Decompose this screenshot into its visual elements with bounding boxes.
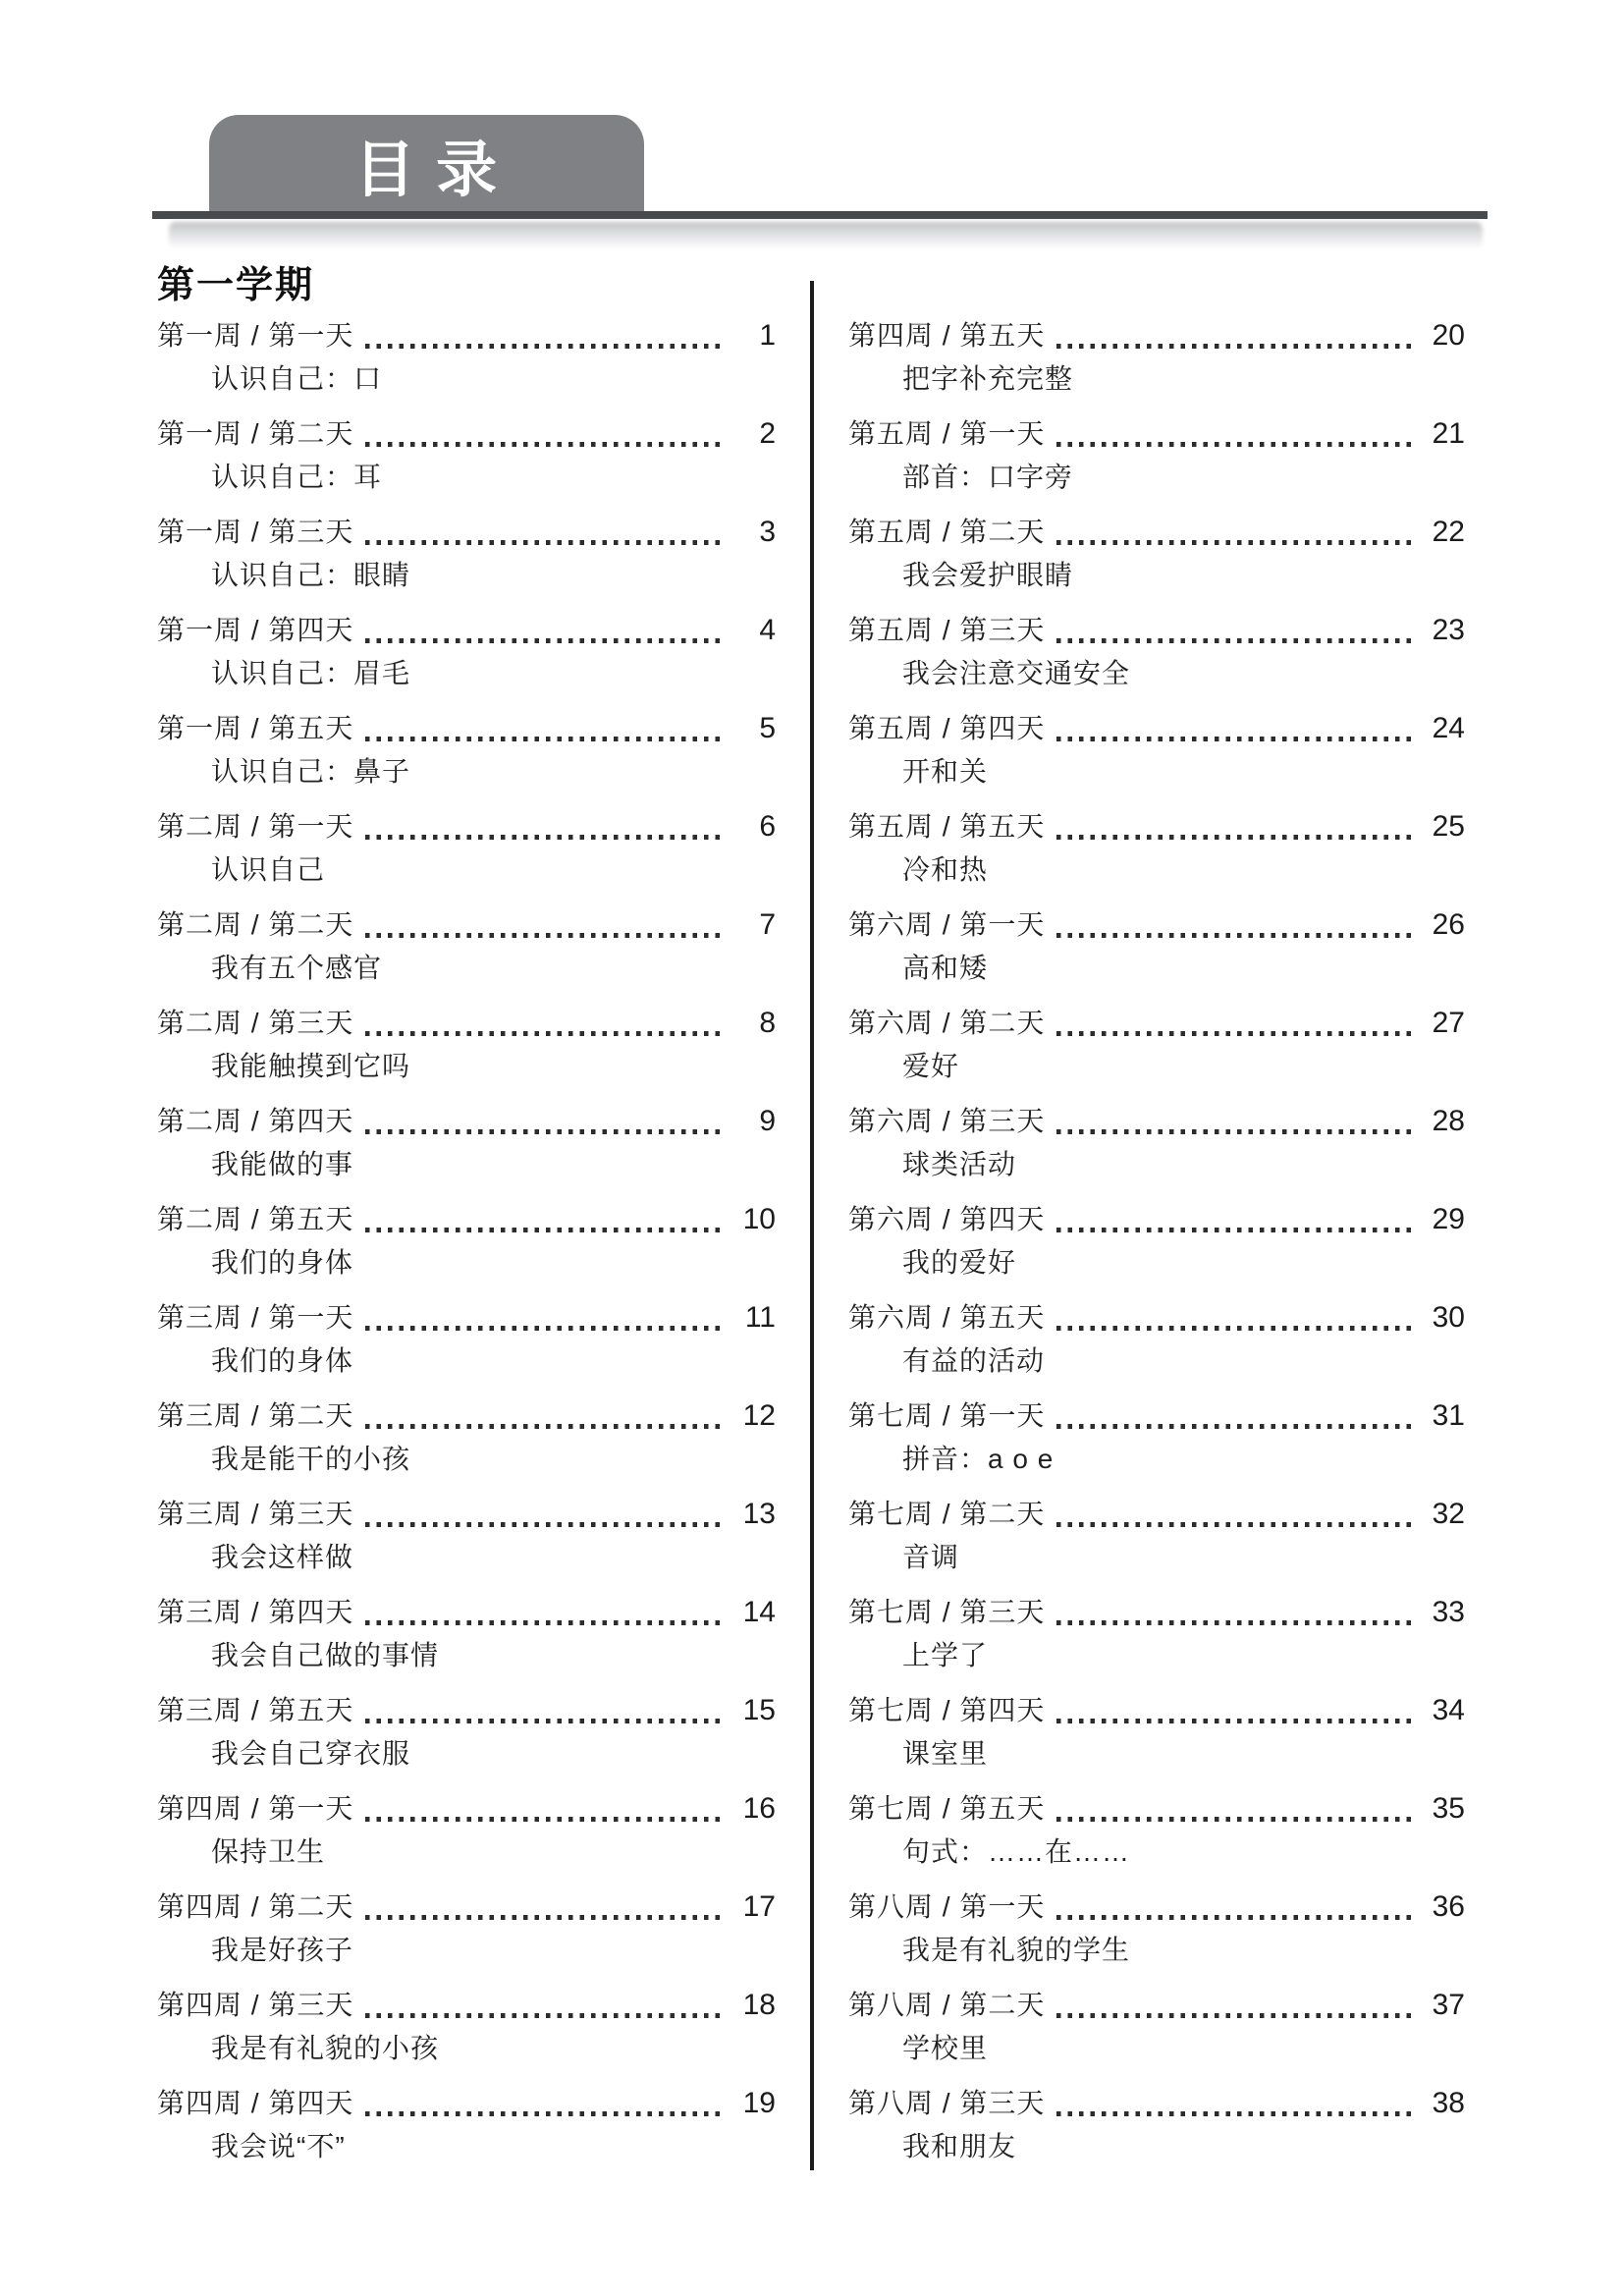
entry-week-day: 第五周 / 第四天 [848,713,1046,743]
dot-leader [365,2013,725,2018]
entry-topic: 我是能干的小孩 [211,1444,411,1474]
toc-entry [848,707,1465,793]
entry-topic: 上学了 [902,1640,989,1670]
toc-entry [157,1886,776,1972]
entry-topic: 我们的身体 [211,1247,354,1278]
entry-week-day: 第四周 / 第四天 [157,2088,354,2118]
entry-topic: 爱好 [902,1051,960,1081]
dot-leader [365,1719,725,1723]
entry-page-number: 28 [1432,1105,1465,1137]
toc-entry [848,903,1465,990]
entry-page-number: 15 [742,1694,776,1726]
toc-entry [157,609,776,695]
toc-entry [157,1394,776,1481]
toc-entry [157,903,776,990]
entry-page-number: 4 [759,614,776,646]
entry-page-number: 29 [1432,1203,1465,1235]
dot-leader [365,2111,725,2116]
toc-entry [848,511,1465,597]
dot-leader [365,835,725,840]
header-rule [152,211,1488,219]
entry-topic: 高和矮 [902,953,989,983]
entry-page-number: 19 [742,2087,776,2119]
entry-title-row [848,1198,1465,1241]
semester-heading: 第一学期 [157,265,315,306]
entry-week-day: 第七周 / 第二天 [848,1499,1046,1529]
toc-entry [848,1591,1465,1677]
entry-title-row [848,412,1465,456]
dot-leader [1056,344,1414,349]
entry-topic: 认识自己：口 [211,363,383,394]
entry-topic: 我会自己穿衣服 [211,1738,411,1769]
toc-entry [848,805,1465,892]
entry-page-number: 17 [742,1890,776,1923]
dot-leader [365,1326,725,1331]
dot-leader [365,1129,725,1134]
entry-topic: 球类活动 [902,1149,1017,1179]
entry-title-row [848,1984,1465,2027]
entry-page-number: 35 [1432,1792,1465,1825]
entry-topic: 认识自己：眉毛 [211,658,411,688]
entry-week-day: 第四周 / 第二天 [157,1891,354,1922]
entry-topic: 我会爱护眼睛 [902,560,1074,590]
entry-title-row [157,707,776,750]
entry-page-number: 14 [742,1596,776,1628]
toc-entry [848,1886,1465,1972]
entry-week-day: 第六周 / 第五天 [848,1302,1046,1333]
entry-week-day: 第七周 / 第一天 [848,1400,1046,1431]
entry-page-number: 3 [759,516,776,548]
entry-page-number: 2 [759,417,776,450]
entry-title-row [157,1394,776,1438]
toc-entry [157,412,776,499]
entry-week-day: 第一周 / 第五天 [157,713,354,743]
entry-title-row [157,1198,776,1241]
dot-leader [1056,1817,1414,1822]
dot-leader [1056,540,1414,545]
entry-page-number: 13 [742,1498,776,1530]
entry-topic: 认识自己：耳 [211,462,383,492]
toc-entry [848,1394,1465,1481]
dot-leader [365,638,725,643]
dot-leader [1056,835,1414,840]
toc-entry [848,1002,1465,1088]
dot-leader [1056,1522,1414,1527]
entry-topic: 学校里 [902,2033,989,2063]
entry-title-row [848,1002,1465,1045]
dot-leader [365,1031,725,1036]
dot-leader [365,442,725,447]
dot-leader [1056,638,1414,643]
entry-week-day: 第八周 / 第一天 [848,1891,1046,1922]
entry-page-number: 21 [1432,417,1465,450]
entry-topic: 我是好孩子 [211,1935,354,1965]
dot-leader [1056,933,1414,938]
entry-title-row [157,1984,776,2027]
entry-page-number: 36 [1432,1890,1465,1923]
entry-week-day: 第六周 / 第一天 [848,909,1046,940]
entry-week-day: 第二周 / 第四天 [157,1106,354,1136]
entry-topic: 我会注意交通安全 [902,658,1131,688]
entry-title-row [848,314,1465,357]
entry-page-number: 20 [1432,319,1465,352]
entry-title-row [157,1689,776,1732]
toc-entry [848,314,1465,401]
entry-page-number: 37 [1432,1989,1465,2021]
entry-title-row [157,2082,776,2125]
entry-topic: 我会自己做的事情 [211,1640,440,1670]
entry-title-row [848,1394,1465,1438]
entry-topic: 有益的活动 [902,1345,1046,1376]
entry-topic: 认识自己 [211,854,326,885]
entry-page-number: 32 [1432,1498,1465,1530]
entry-week-day: 第二周 / 第三天 [157,1008,354,1038]
entry-title-row [848,1100,1465,1143]
entry-topic: 我能触摸到它吗 [211,1051,411,1081]
toc-entry [848,1787,1465,1874]
toc-entry [848,412,1465,499]
dot-leader [365,737,725,741]
entry-title-row [848,2082,1465,2125]
entry-title-row [848,1591,1465,1634]
entry-week-day: 第五周 / 第三天 [848,615,1046,645]
entry-title-row [848,1689,1465,1732]
entry-topic: 我和朋友 [902,2131,1017,2161]
entry-week-day: 第三周 / 第五天 [157,1695,354,1725]
toc-entry [157,314,776,401]
entry-topic: 部首：口字旁 [902,462,1074,492]
dot-leader [365,1522,725,1527]
toc-entry [157,1002,776,1088]
dot-leader [1056,442,1414,447]
entry-topic: 音调 [902,1542,960,1572]
entry-title-row [848,1787,1465,1831]
entry-page-number: 18 [742,1989,776,2021]
entry-page-number: 34 [1432,1694,1465,1726]
dot-leader [365,933,725,938]
dot-leader [1056,1620,1414,1625]
entry-topic: 我有五个感官 [211,953,383,983]
entry-week-day: 第四周 / 第三天 [157,1990,354,2020]
entry-week-day: 第一周 / 第三天 [157,517,354,547]
toc-entry [848,1100,1465,1186]
dot-leader [1056,1031,1414,1036]
toc-entry [157,1198,776,1285]
entry-title-row [157,412,776,456]
entry-topic: 把字补充完整 [902,363,1074,394]
entry-week-day: 第五周 / 第五天 [848,811,1046,842]
toc-entry [157,1591,776,1677]
entry-page-number: 5 [759,712,776,744]
entry-title-row [157,1002,776,1045]
dot-leader [365,540,725,545]
entry-title-row [848,903,1465,947]
entry-page-number: 10 [742,1203,776,1235]
entry-title-row [157,1591,776,1634]
dot-leader [1056,1326,1414,1331]
toc-entry [157,511,776,597]
dot-leader [365,1817,725,1822]
toc-entry [157,805,776,892]
entry-page-number: 23 [1432,614,1465,646]
toc-entry [157,707,776,793]
toc-entry [848,1296,1465,1383]
entry-week-day: 第八周 / 第二天 [848,1990,1046,2020]
toc-entry [157,1296,776,1383]
entry-week-day: 第七周 / 第四天 [848,1695,1046,1725]
dot-leader [365,1620,725,1625]
entry-week-day: 第八周 / 第三天 [848,2088,1046,2118]
toc-column-right [848,314,1465,2180]
toc-entry [157,1689,776,1776]
entry-page-number: 7 [759,908,776,941]
toc-columns [157,314,1468,2180]
entry-topic: 认识自己：眼睛 [211,560,411,590]
toc-entry [848,2082,1465,2168]
entry-week-day: 第六周 / 第四天 [848,1204,1046,1234]
entry-week-day: 第六周 / 第二天 [848,1008,1046,1038]
entry-topic: 课室里 [902,1738,989,1769]
entry-title-row [157,511,776,554]
entry-title-row [848,1296,1465,1339]
entry-week-day: 第二周 / 第一天 [157,811,354,842]
entry-week-day: 第一周 / 第四天 [157,615,354,645]
entry-page-number: 30 [1432,1301,1465,1334]
entry-week-day: 第三周 / 第三天 [157,1499,354,1529]
entry-topic: 我会这样做 [211,1542,354,1572]
entry-page-number: 6 [759,810,776,843]
entry-week-day: 第四周 / 第一天 [157,1793,354,1824]
entry-title-row [848,1886,1465,1929]
entry-topic: 我们的身体 [211,1345,354,1376]
entry-title-row [157,314,776,357]
entry-page-number: 22 [1432,516,1465,548]
entry-page-number: 38 [1432,2087,1465,2119]
toc-entry [848,1198,1465,1285]
toc-entry [848,1689,1465,1776]
entry-topic: 开和关 [902,756,989,787]
entry-page-number: 25 [1432,810,1465,843]
entry-title-row [848,707,1465,750]
entry-title-row [848,1493,1465,1536]
entry-page-number: 1 [759,319,776,352]
entry-title-row [157,1886,776,1929]
entry-page-number: 33 [1432,1596,1465,1628]
entry-topic: 我是有礼貌的小孩 [211,2033,440,2063]
entry-topic: 我的爱好 [902,1247,1017,1278]
header-shadow [169,222,1483,249]
entry-page-number: 12 [742,1399,776,1432]
entry-title-row [157,609,776,652]
toc-entry [157,2082,776,2168]
dot-leader [1056,1424,1414,1429]
entry-week-day: 第一周 / 第一天 [157,320,354,351]
entry-page-number: 9 [759,1105,776,1137]
dot-leader [365,344,725,349]
dot-leader [1056,737,1414,741]
toc-content [157,263,1468,2180]
entry-page-number: 27 [1432,1007,1465,1039]
entry-week-day: 第七周 / 第三天 [848,1597,1046,1627]
entry-week-day: 第七周 / 第五天 [848,1793,1046,1824]
entry-week-day: 第四周 / 第五天 [848,320,1046,351]
entry-week-day: 第六周 / 第三天 [848,1106,1046,1136]
toc-entry [157,1984,776,2070]
dot-leader [1056,2111,1414,2116]
entry-title-row [848,805,1465,848]
toc-column-left [157,314,776,2180]
entry-title-row [157,1493,776,1536]
entry-page-number: 16 [742,1792,776,1825]
entry-topic: 保持卫生 [211,1836,326,1867]
entry-week-day: 第三周 / 第二天 [157,1400,354,1431]
dot-leader [1056,1915,1414,1920]
dot-leader [1056,1129,1414,1134]
entry-topic: 冷和热 [902,854,989,885]
toc-title: 目 录 [353,136,500,204]
entry-week-day: 第三周 / 第四天 [157,1597,354,1627]
entry-topic: 我是有礼貌的学生 [902,1935,1131,1965]
dot-leader [365,1915,725,1920]
entry-topic: 句式：……在…… [902,1836,1131,1867]
entry-topic: 拼音：a o e [902,1444,1055,1474]
entry-week-day: 第五周 / 第二天 [848,517,1046,547]
entry-week-day: 第三周 / 第一天 [157,1302,354,1333]
entry-title-row [848,609,1465,652]
entry-title-row [157,1296,776,1339]
toc-entry [157,1100,776,1186]
toc-entry [157,1787,776,1874]
entry-week-day: 第二周 / 第五天 [157,1204,354,1234]
entry-title-row [157,903,776,947]
entry-page-number: 8 [759,1007,776,1039]
toc-header-tab [209,115,644,219]
entry-page-number: 24 [1432,712,1465,744]
toc-entry [157,1493,776,1579]
entry-topic: 我会说“不” [211,2131,346,2161]
dot-leader [365,1424,725,1429]
column-divider [810,281,814,2170]
entry-page-number: 26 [1432,908,1465,941]
entry-week-day: 第五周 / 第一天 [848,418,1046,449]
toc-entry [848,1493,1465,1579]
dot-leader [365,1228,725,1232]
dot-leader [1056,2013,1414,2018]
entry-week-day: 第二周 / 第二天 [157,909,354,940]
entry-topic: 认识自己：鼻子 [211,756,411,787]
entry-title-row [157,805,776,848]
toc-entry [848,609,1465,695]
dot-leader [1056,1228,1414,1232]
dot-leader [1056,1719,1414,1723]
entry-page-number: 31 [1432,1399,1465,1432]
toc-entry [848,1984,1465,2070]
entry-title-row [157,1100,776,1143]
entry-week-day: 第一周 / 第二天 [157,418,354,449]
entry-title-row [157,1787,776,1831]
entry-title-row [848,511,1465,554]
entry-page-number: 11 [744,1301,776,1334]
entry-topic: 我能做的事 [211,1149,354,1179]
